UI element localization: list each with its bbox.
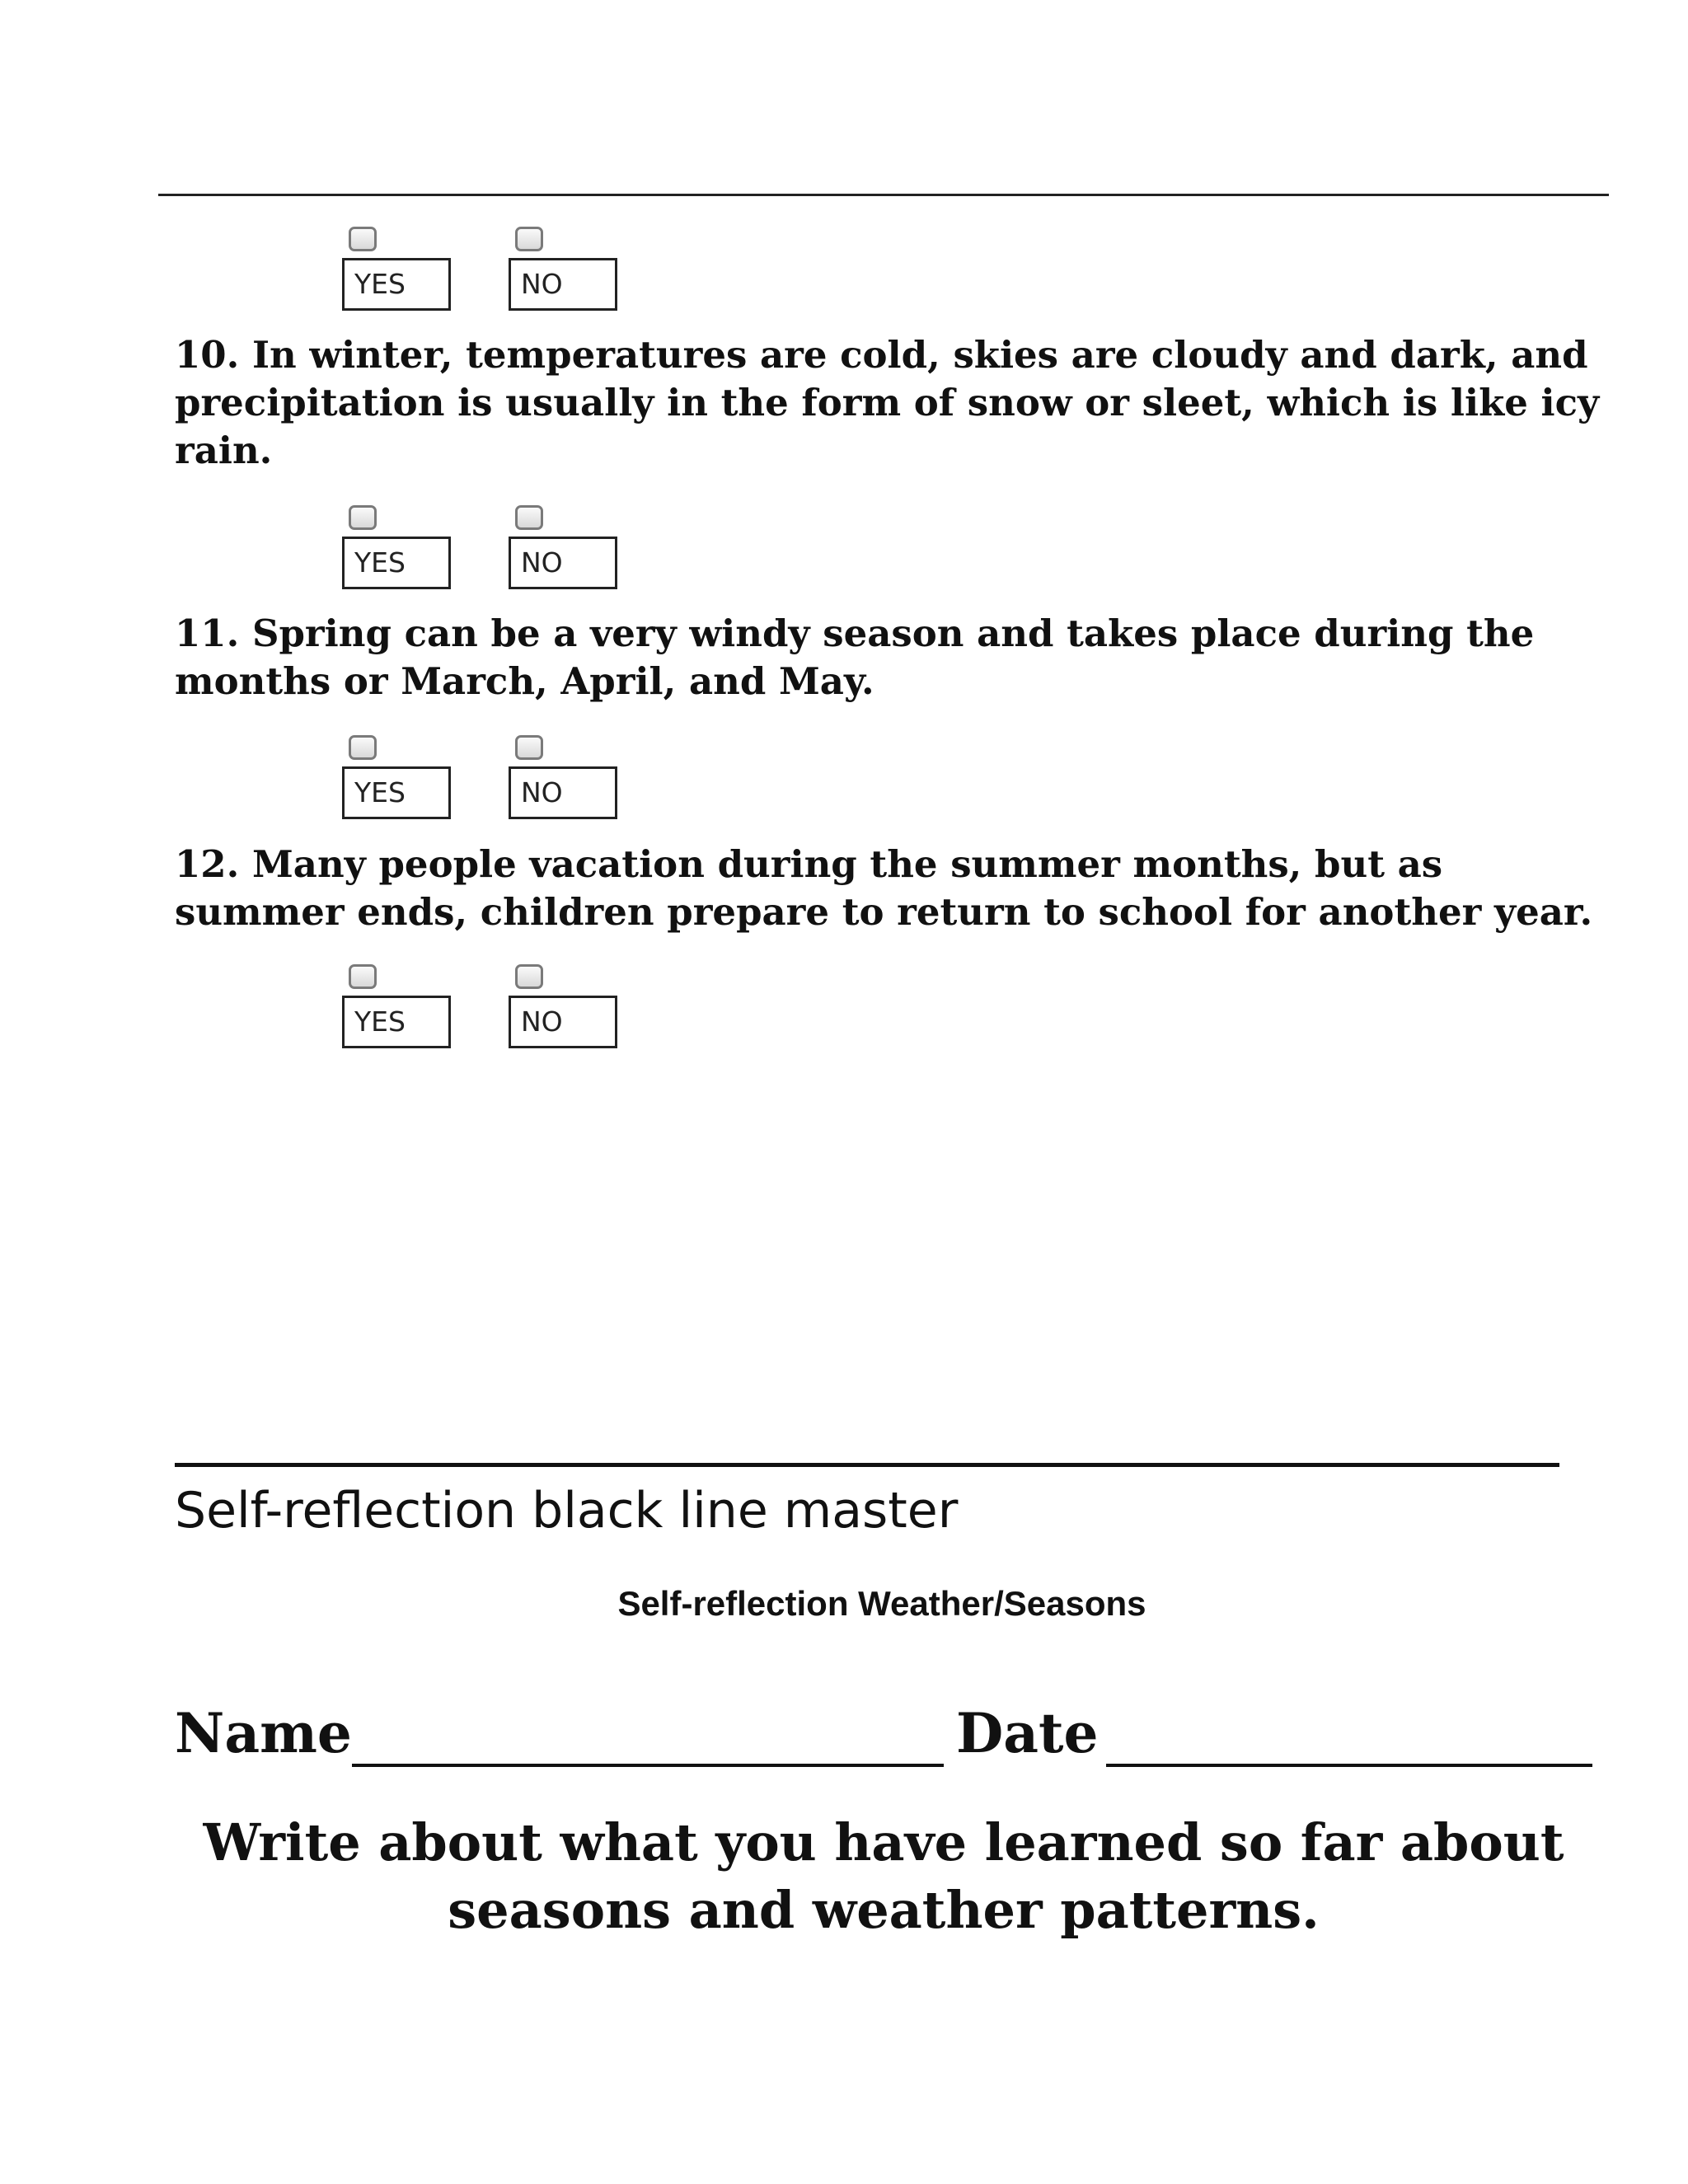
no-checkbox[interactable] <box>515 505 543 530</box>
yes-label: YES <box>342 258 451 311</box>
no-checkbox[interactable] <box>515 227 543 251</box>
question-text: Many people vacation during the summer months, but as summer ends, children prepare to return to school for another year. <box>175 842 1593 934</box>
question-number: 11. <box>175 612 240 655</box>
name-label: Name <box>175 1701 352 1765</box>
no-checkbox[interactable] <box>515 735 543 760</box>
no-checkbox[interactable] <box>515 964 543 989</box>
section-title: Self-reflection black line master <box>175 1482 959 1540</box>
no-choice-q10[interactable] <box>509 505 617 579</box>
question-11 <box>175 610 1617 705</box>
no-choice-q12[interactable] <box>509 964 617 1038</box>
yes-checkbox[interactable] <box>349 505 377 530</box>
section-divider <box>175 1463 1559 1467</box>
yes-choice-prev[interactable] <box>342 227 451 300</box>
no-label: NO <box>509 996 617 1048</box>
yes-label: YES <box>342 537 451 589</box>
question-text: In winter, temperatures are cold, skies are cloudy and dark, and precipitation is usually in the form of snow or sleet, which is like icy rain. <box>175 333 1600 472</box>
name-field[interactable] <box>352 1764 944 1767</box>
top-divider <box>158 194 1609 196</box>
yes-choice-q10[interactable] <box>342 505 451 579</box>
reflection-heading: Self-reflection Weather/Seasons <box>617 1584 1146 1623</box>
question-12 <box>175 841 1617 936</box>
name-date-row <box>175 1698 1592 1772</box>
question-number: 10. <box>175 333 240 377</box>
yes-checkbox[interactable] <box>349 227 377 251</box>
yes-checkbox[interactable] <box>349 964 377 989</box>
question-number: 12. <box>175 842 240 886</box>
no-choice-q11[interactable] <box>509 735 617 808</box>
no-label: NO <box>509 766 617 819</box>
question-text: Spring can be a very windy season and takes place during the months or March, April, and May. <box>175 612 1535 703</box>
no-label: NO <box>509 258 617 311</box>
date-label: Date <box>956 1701 1099 1765</box>
yes-label: YES <box>342 996 451 1048</box>
yes-choice-q12[interactable] <box>342 964 451 1038</box>
date-field[interactable] <box>1106 1764 1592 1767</box>
yes-choice-q11[interactable] <box>342 735 451 808</box>
no-label: NO <box>509 537 617 589</box>
yes-label: YES <box>342 766 451 819</box>
no-choice-prev[interactable] <box>509 227 617 300</box>
question-10 <box>175 331 1617 475</box>
yes-checkbox[interactable] <box>349 735 377 760</box>
writing-prompt: Write about what you have learned so far about seasons and weather patterns. <box>203 1812 1564 1940</box>
